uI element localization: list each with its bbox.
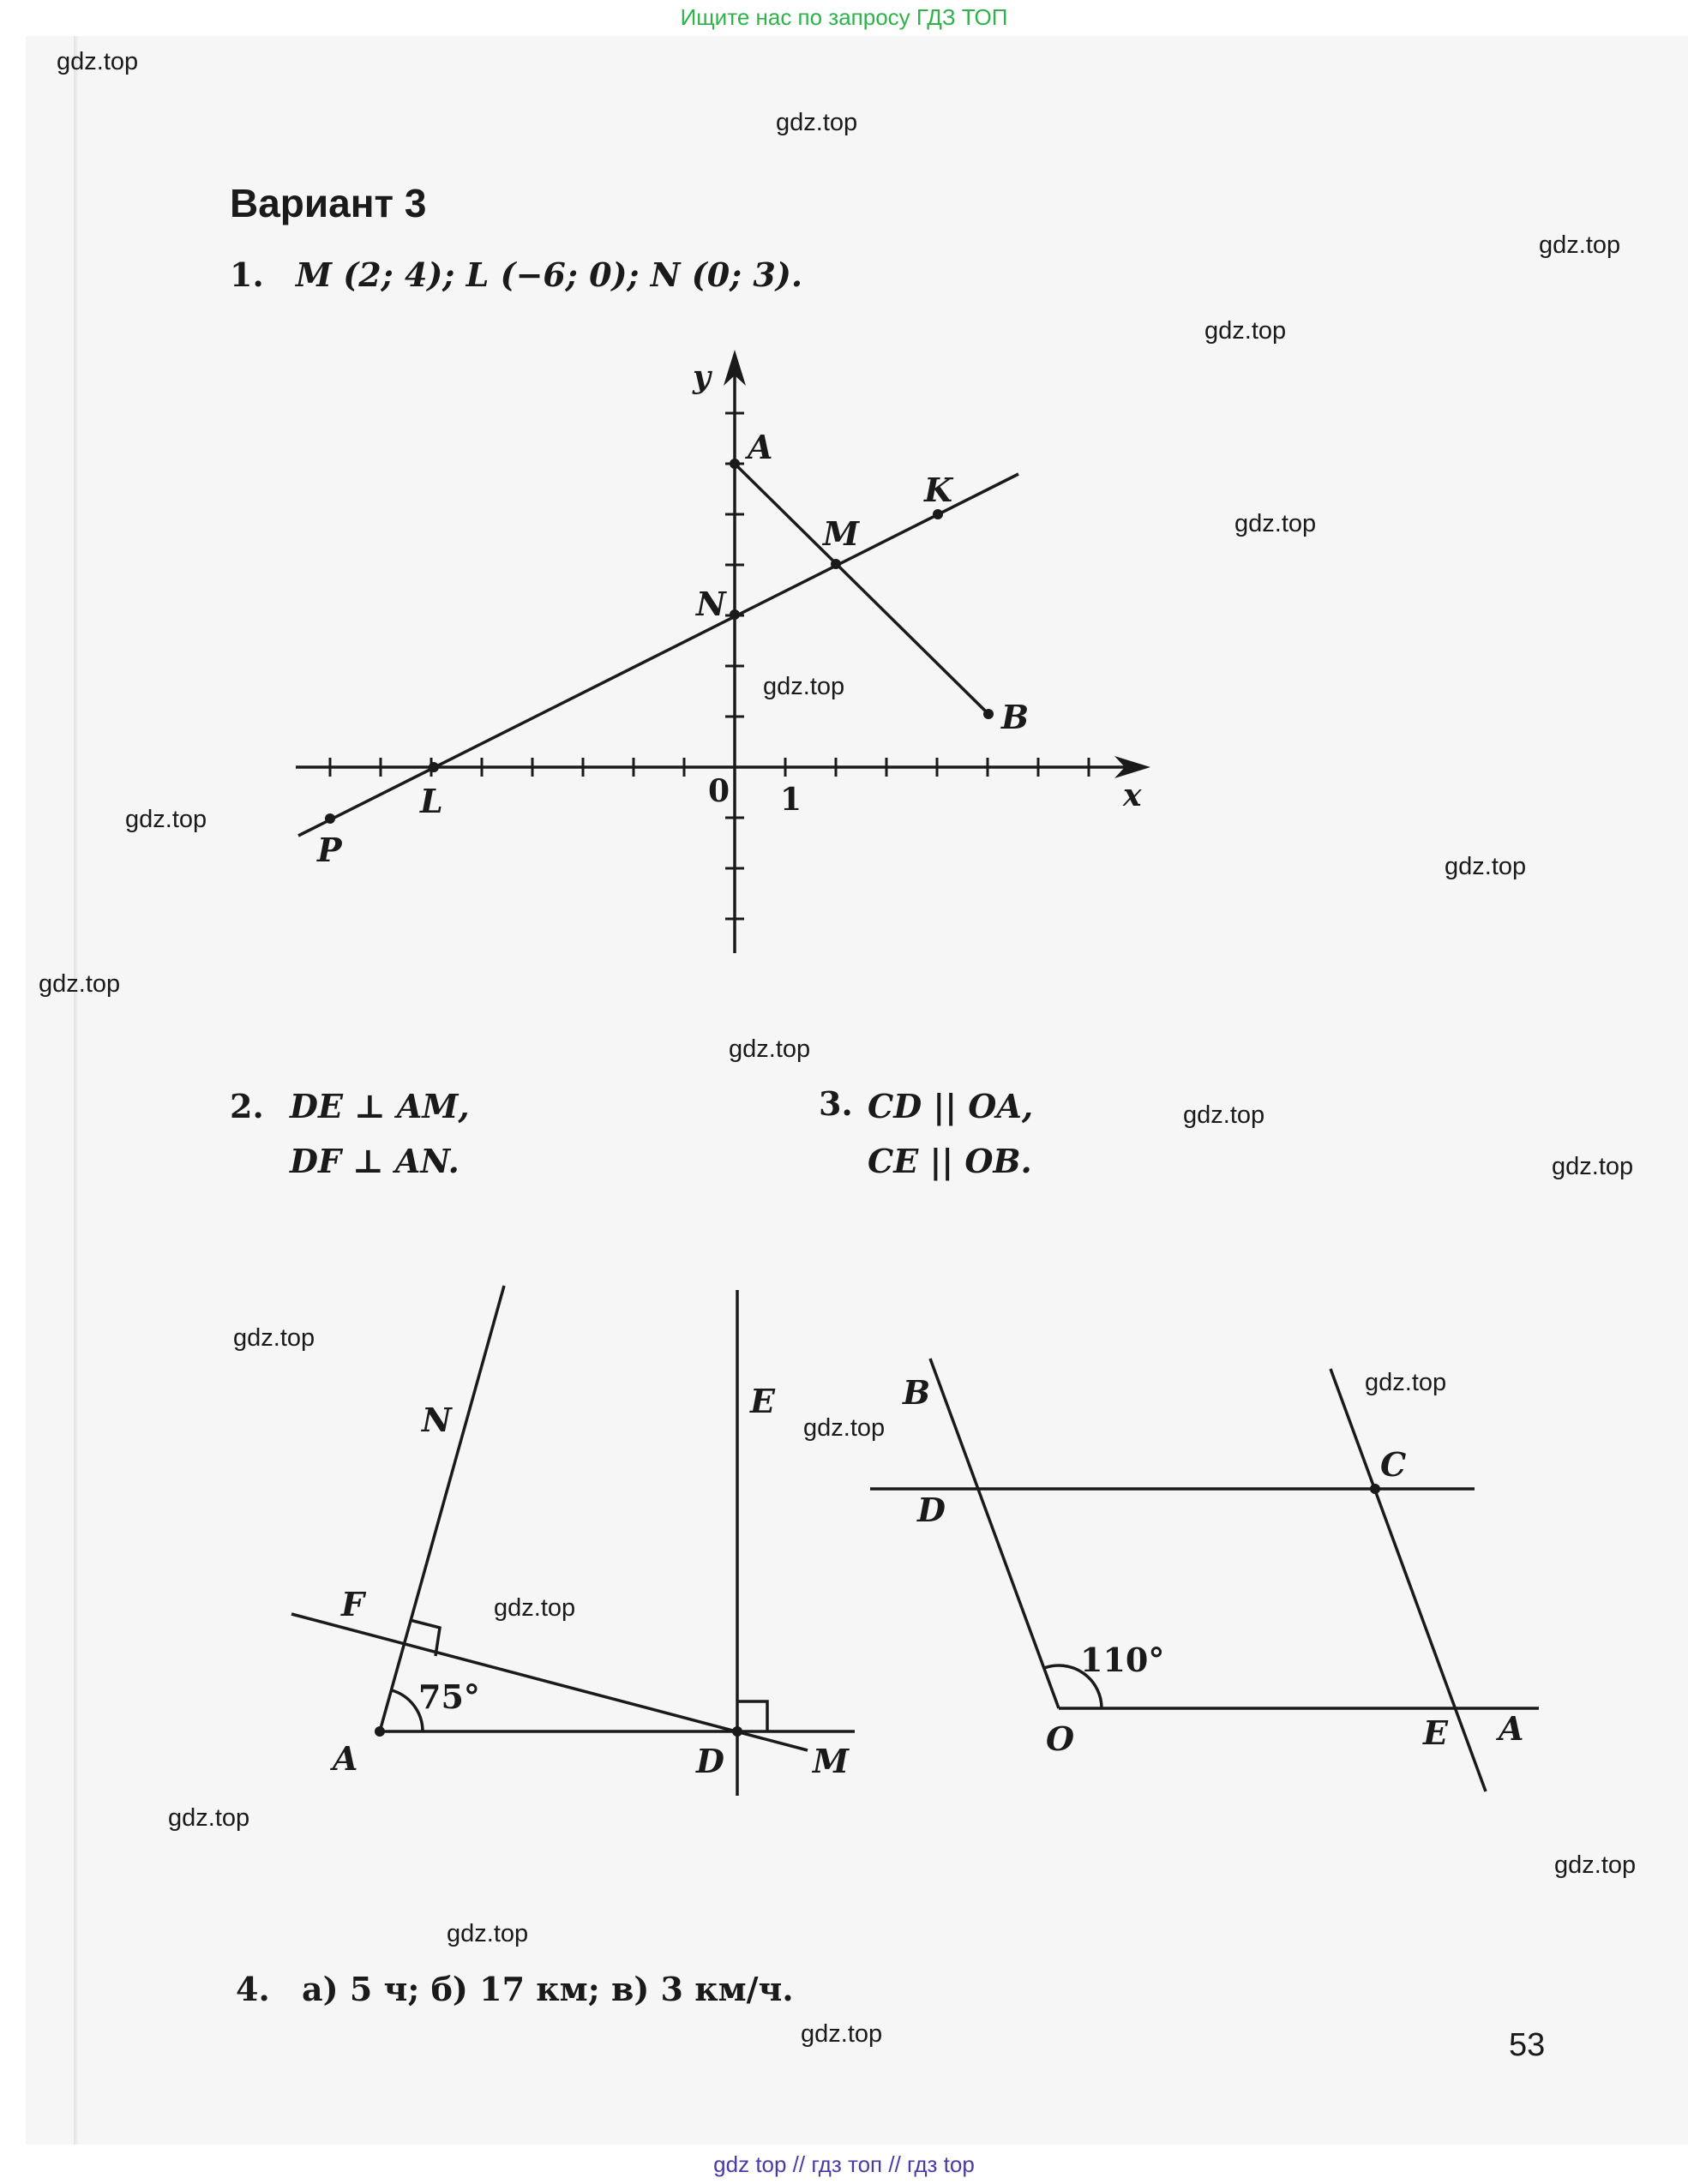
watermark: gdz.top bbox=[1365, 1369, 1447, 1396]
variant-title: Вариант 3 bbox=[230, 181, 427, 225]
task1-number: 1. bbox=[230, 255, 264, 294]
watermark: gdz.top bbox=[233, 1324, 315, 1352]
watermark: gdz.top bbox=[168, 1804, 250, 1832]
watermark: gdz.top bbox=[763, 673, 845, 700]
unit-label: 1 bbox=[780, 782, 802, 818]
label-b: B bbox=[1001, 698, 1030, 736]
label-m: M bbox=[823, 514, 860, 553]
label-b: B bbox=[903, 1373, 931, 1412]
watermark: gdz.top bbox=[1445, 853, 1527, 880]
watermark: gdz.top bbox=[729, 1035, 811, 1063]
task4-answer: а) 5 ч; б) 17 км; в) 3 км/ч. bbox=[302, 1970, 794, 2008]
watermark: gdz.top bbox=[494, 1594, 576, 1622]
label-f: F bbox=[341, 1585, 364, 1623]
point-c bbox=[1370, 1484, 1380, 1494]
line-ce bbox=[1331, 1369, 1486, 1791]
task3-line1: CD || OA, bbox=[868, 1087, 1034, 1125]
label-k: K bbox=[924, 471, 953, 509]
x-axis-label: x bbox=[1123, 777, 1142, 813]
label-e: E bbox=[1423, 1713, 1448, 1752]
label-o: O bbox=[1046, 1719, 1075, 1758]
task3-line2: CE || OB. bbox=[868, 1142, 1032, 1180]
label-e: E bbox=[750, 1382, 775, 1420]
watermark: gdz.top bbox=[1554, 1851, 1637, 1879]
label-a: A bbox=[748, 428, 773, 466]
label-l: L bbox=[420, 782, 443, 820]
watermark: gdz.top bbox=[1552, 1153, 1634, 1180]
watermark: gdz.top bbox=[447, 1920, 529, 1947]
y-axis-label: y bbox=[693, 359, 711, 395]
task2-line1: DE ⊥ AM, bbox=[290, 1087, 470, 1125]
watermark: gdz.top bbox=[1183, 1101, 1265, 1129]
watermark: gdz.top bbox=[125, 806, 207, 833]
watermark: gdz.top bbox=[803, 1414, 886, 1442]
watermark: gdz.top bbox=[776, 109, 858, 136]
task2-line2: DF ⊥ AN. bbox=[290, 1142, 460, 1180]
watermark: gdz.top bbox=[57, 48, 139, 75]
label-d: D bbox=[917, 1491, 946, 1529]
label-a: A bbox=[1499, 1709, 1524, 1748]
task1-answer: M (2; 4); L (−6; 0); N (0; 3). bbox=[296, 255, 803, 294]
watermark: gdz.top bbox=[1204, 317, 1287, 345]
bottom-banner[interactable]: gdz top // гдз топ // гдз top bbox=[713, 2151, 975, 2177]
watermark: gdz.top bbox=[801, 2020, 883, 2048]
angle-label-110: 110° bbox=[1080, 1641, 1165, 1679]
watermark: gdz.top bbox=[1234, 510, 1317, 537]
label-m: M bbox=[813, 1742, 850, 1780]
angle-label-75: 75° bbox=[418, 1677, 480, 1716]
watermark: gdz.top bbox=[1539, 231, 1621, 259]
label-n: N bbox=[696, 585, 726, 623]
ray-ob bbox=[930, 1359, 1059, 1708]
watermark: gdz.top bbox=[39, 970, 121, 998]
task2-number: 2. bbox=[230, 1087, 264, 1125]
page-number: 53 bbox=[1509, 2027, 1546, 2063]
label-c: C bbox=[1380, 1445, 1407, 1484]
origin-label: 0 bbox=[708, 773, 730, 809]
top-banner[interactable]: Ищите нас по запросу ГДЗ ТОП bbox=[680, 4, 1008, 30]
label-d: D bbox=[696, 1742, 724, 1780]
task4-number: 4. bbox=[236, 1970, 270, 2008]
task3-number: 3. bbox=[819, 1084, 853, 1123]
label-n: N bbox=[422, 1401, 452, 1439]
label-a: A bbox=[333, 1739, 358, 1778]
label-p: P bbox=[317, 831, 342, 869]
